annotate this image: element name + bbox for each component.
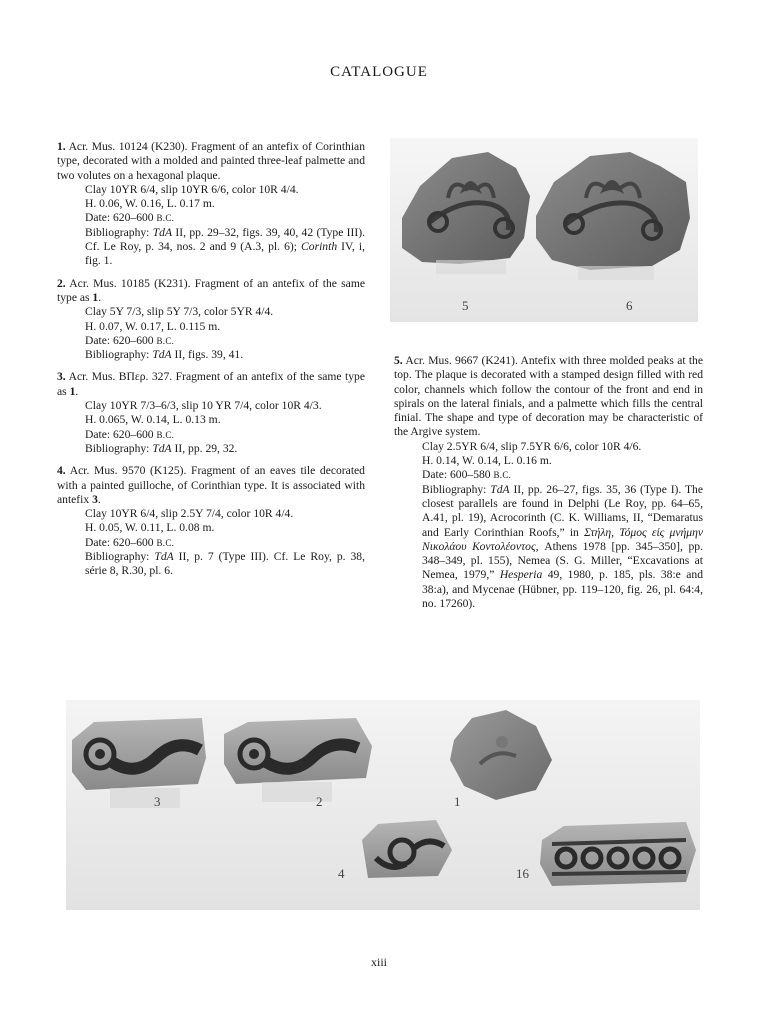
entry-number: 5.: [394, 354, 403, 367]
antefix-photo-image: [390, 138, 698, 322]
catalogue-entry-3: [57, 370, 365, 456]
entry-bibliography: [57, 226, 365, 269]
photo-label-6: 6: [626, 298, 633, 313]
entry-number: 3.: [57, 370, 66, 384]
era-label: B.C.: [156, 537, 175, 548]
entry-clay: Clay 10YR 6/4, slip 10YR 6/6, color 10R 4/4.: [85, 182, 299, 196]
entry-lead: [394, 354, 703, 440]
entry-bibliography: [57, 348, 365, 362]
photo-label-4: 4: [338, 866, 345, 881]
bibliography-italic: TdA: [152, 348, 172, 362]
entry-number: 1.: [57, 140, 66, 153]
bibliography-italic: TdA: [152, 225, 173, 239]
bibliography-label: Bibliography:: [85, 225, 153, 239]
bibliography-greek-title: Στήλη, Τόμος εἰς μνήμην Νικολάου Κοντολέοντος: [422, 525, 703, 553]
bibliography-italic: Corinth: [301, 240, 338, 254]
entry-dimensions: H. 0.14, W. 0.14, L. 0.16 m.: [422, 454, 552, 468]
entry-number: 2.: [57, 276, 66, 290]
catalogue-entry-5: [394, 354, 703, 611]
punctuation: .: [98, 290, 102, 304]
era-label: B.C.: [156, 213, 175, 224]
photo-label-3: 3: [154, 794, 161, 809]
punctuation: .: [97, 492, 101, 506]
entry-bibliography: [394, 483, 703, 612]
entry-lead: [57, 140, 365, 183]
bibliography-italic: TdA: [154, 550, 174, 564]
catalogue-entry-2: [57, 277, 365, 363]
entry-clay: Clay 10YR 6/4, slip 2.5Y 7/4, color 10R 4/4.: [85, 507, 294, 521]
entry-clay: Clay 2.5YR 6/4, slip 7.5YR 6/6, color 10R 4/6.: [422, 439, 642, 453]
bibliography-label: Bibliography:: [85, 441, 153, 455]
entry-cross-reference: 1: [69, 384, 76, 398]
entry-cross-reference: 1: [92, 290, 99, 304]
era-label: B.C.: [156, 429, 175, 440]
bibliography-text: , Athens 1978 [pp. 345–350], pp. 348–349, pl. 155), Nemea (S. G. Miller, “Excavations at Nemea, 1979,”: [422, 539, 703, 582]
entry-description: Acr. Mus. 9570 (K125). Fragment of an eaves tile decorated with a painted guilloche, of Corinthian type. It is associated with antefix: [57, 464, 365, 506]
page-number: xiii: [370, 955, 387, 969]
fragments-photo-1-4-16: [66, 700, 700, 910]
catalogue-entry-1: [57, 140, 365, 269]
bibliography-text: II, pp. 26–27, figs. 35, 36 (Type I). The closest parallels are found in Delphi (Le Roy, pp. 64–65, A.41, pl. 19), Acrocorinth (C. K. Williams, II, “Demaratus and Early Corinthian Roofs,” in: [422, 482, 703, 539]
antefix-photo-5-6: [390, 138, 698, 322]
entry-lead: [57, 464, 365, 507]
entry-description: Acr. Mus. 9667 (K241). Antefix with three molded peaks at the top. The plaque is decorated with a stamped design filled with red color, channels which follow the contour of the front and end in spirals on the lateral finials, and a palmette which fills the central finial. The shape and type of decoration may be characteristic of the Argive system.: [394, 354, 703, 439]
bibliography-italic: TdA: [490, 482, 510, 496]
entry-description: Acr. Mus. 10185 (K231). Fragment of an antefix of the same type as: [57, 276, 365, 304]
entry-dimensions: H. 0.05, W. 0.11, L. 0.08 m.: [85, 521, 215, 535]
bibliography-text: IV, i, fig. 1.: [85, 240, 365, 268]
entry-clay: Clay 10YR 7/3–6/3, slip 10 YR 7/4, color 10R 4/3.: [85, 399, 322, 413]
entry-lead: [57, 277, 365, 306]
entry-dimensions: H. 0.065, W. 0.14, L. 0.13 m.: [85, 413, 221, 427]
catalogue-entry-4: [57, 464, 365, 578]
entry-cross-reference: 3: [92, 492, 98, 506]
entry-bibliography: [57, 442, 365, 456]
entry-lead: [57, 370, 365, 399]
entry-dimensions: H. 0.06, W. 0.16, L. 0.17 m.: [85, 197, 215, 211]
bibliography-text: II, pp. 29–32, figs. 39, 40, 42 (Type III). Cf. Le Roy, p. 34, nos. 2 and 9 (A.3, pl. 6);: [85, 225, 365, 254]
era-label: B.C.: [493, 470, 512, 481]
photo-label-2: 2: [316, 794, 323, 809]
photo-label-1: 1: [454, 794, 461, 809]
entry-date: [57, 334, 365, 348]
date-label: Date: 600–580: [422, 468, 494, 482]
entry-number: 4.: [57, 464, 66, 478]
bibliography-text: II, p. 7 (Type III). Cf. Le Roy, p. 38, série 8, R.30, pl. 6.: [85, 550, 365, 578]
bibliography-text: II, figs. 39, 41.: [171, 348, 244, 362]
entry-date: [394, 468, 703, 482]
entry-date: [57, 428, 365, 442]
bibliography-text: 49, 1980, p. 185, pls. 38:e and 38:a), and Mycenae (Hübner, pp. 119–120, fig. 26, pl. 64:4, no. 17260).: [422, 568, 703, 611]
era-label: B.C.: [156, 335, 175, 346]
date-label: Date: 620–600: [85, 333, 157, 347]
entry-description: Acr. Mus. ΒΠερ. 327. Fragment of an antefix of the same type as: [57, 370, 366, 398]
entry-bibliography: [57, 550, 365, 579]
date-label: Date: 620–600: [85, 427, 157, 441]
punctuation: .: [75, 384, 79, 398]
entry-dimensions: H. 0.07, W. 0.17, L. 0.115 m.: [85, 319, 221, 333]
page-title: CATALOGUE: [330, 64, 428, 80]
entry-description: Acr. Mus. 10124 (K230). Fragment of an antefix of Corinthian type, decorated with a molded and painted three-leaf palmette and two volutes on a hexagonal plaque.: [57, 140, 365, 182]
photo-label-5: 5: [462, 298, 469, 313]
entry-date: [57, 211, 365, 225]
entry-date: [57, 536, 365, 550]
bibliography-label: Bibliography:: [85, 348, 153, 362]
date-label: Date: 620–600: [85, 535, 157, 549]
bibliography-label: Bibliography:: [85, 550, 155, 564]
photo-label-16: 16: [516, 866, 529, 881]
right-column: [394, 354, 703, 619]
fragments-photo-image: [66, 700, 700, 910]
bibliography-label: Bibliography:: [422, 482, 491, 496]
date-label: Date: 620–600: [85, 211, 157, 225]
bibliography-italic: TdA: [152, 441, 172, 455]
entry-clay: Clay 5Y 7/3, slip 5Y 7/3, color 5YR 4/4.: [85, 305, 274, 319]
bibliography-italic: Hesperia: [499, 568, 543, 582]
bibliography-text: II, pp. 29, 32.: [171, 441, 238, 455]
left-column: [57, 140, 365, 587]
